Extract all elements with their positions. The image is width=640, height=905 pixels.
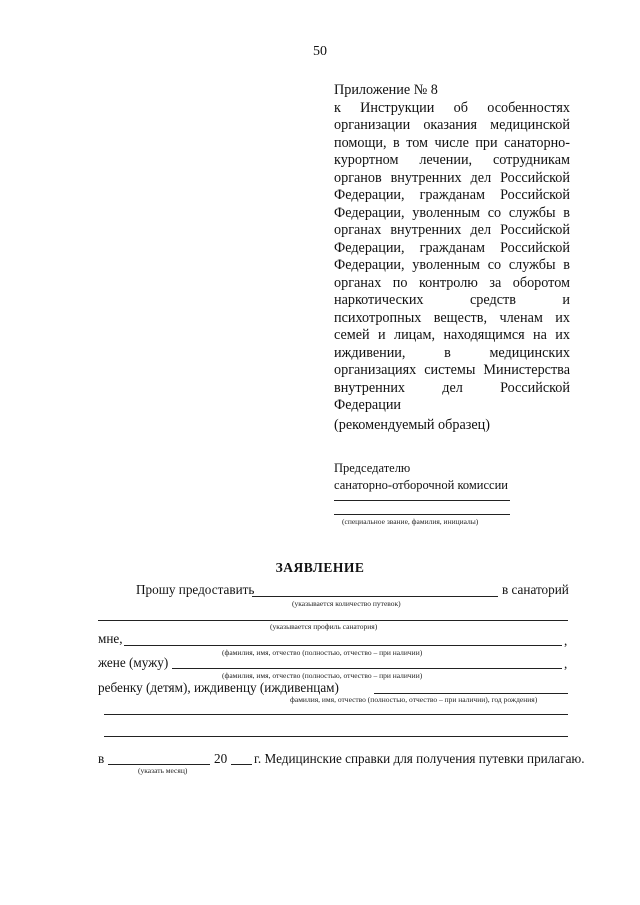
year-field[interactable] <box>231 764 252 765</box>
spouse-comma: , <box>564 656 568 671</box>
applicant-name-field[interactable] <box>124 645 562 646</box>
child-name-field-3[interactable] <box>104 736 568 737</box>
child-label: ребенку (детям), иждивенцу (иждивенцам) <box>98 680 339 695</box>
appendix-last-line: Федерации <box>334 397 402 413</box>
addressee-rule-1[interactable] <box>334 500 510 501</box>
hint-voucher-count: (указывается количество путевок) <box>292 599 401 608</box>
hint-applicant-name: (фамилия, имя, отчество (полностью, отчество – при наличии) <box>222 648 423 657</box>
addressee-hint: (специальное звание, фамилия, инициалы) <box>342 517 479 526</box>
page-number: 50 <box>313 44 327 59</box>
addressee-block <box>334 460 508 493</box>
addressee-rule-2[interactable] <box>334 514 510 515</box>
hint-sanatorium-profile: (указывается профиль санатория) <box>270 622 378 631</box>
appendix-block <box>334 82 570 415</box>
child-name-field[interactable] <box>374 693 568 694</box>
month-label: в <box>98 751 105 766</box>
child-name-field-2[interactable] <box>104 714 568 715</box>
appendix-title: Приложение № 8 <box>334 82 438 98</box>
voucher-count-field[interactable] <box>252 596 498 597</box>
sanatorium-profile-field[interactable] <box>98 620 568 621</box>
hint-child-name: фамилия, имя, отчество (полностью, отчество – при наличии), год рождения) <box>290 695 538 704</box>
addressee-line-1: Председателю <box>334 461 411 475</box>
spouse-label: жене (мужу) <box>98 655 169 670</box>
hint-spouse-name: (фамилия, имя, отчество (полностью, отчество – при наличии) <box>222 671 423 680</box>
month-field[interactable] <box>108 764 210 765</box>
request-suffix: в санаторий <box>502 582 569 597</box>
me-comma: , <box>564 633 568 648</box>
request-prefix: Прошу предоставить <box>136 582 255 597</box>
year-suffix: г. Медицинские справки для получения путевки прилагаю. <box>254 751 585 766</box>
appendix-body: к Инструкции об особенностях организации оказания медицинской помощи, в том числе при санаторно-курортном лечении, сотрудникам органов внутренних дел Российской Федерации, гражданам Российской Федерации, уволенным со службы в органах внутренних дел Российской Федерации, гражданам Российской Федерации, уволенным со службы в органах по контролю за оборотом наркотических средств и психотропных веществ, членам их семей и лицам, находящимся на их иждивении, в медицинских организациях системы Министерства внутренних дел Российской <box>334 99 570 396</box>
year-prefix: 20 <box>214 751 228 766</box>
spouse-name-field[interactable] <box>172 668 562 669</box>
document-heading: ЗАЯВЛЕНИЕ <box>275 560 365 575</box>
sample-note: (рекомендуемый образец) <box>334 417 490 433</box>
hint-month: (указать месяц) <box>138 766 188 775</box>
me-label: мне, <box>98 631 123 646</box>
addressee-line-2: санаторно-отборочной комиссии <box>334 477 508 492</box>
